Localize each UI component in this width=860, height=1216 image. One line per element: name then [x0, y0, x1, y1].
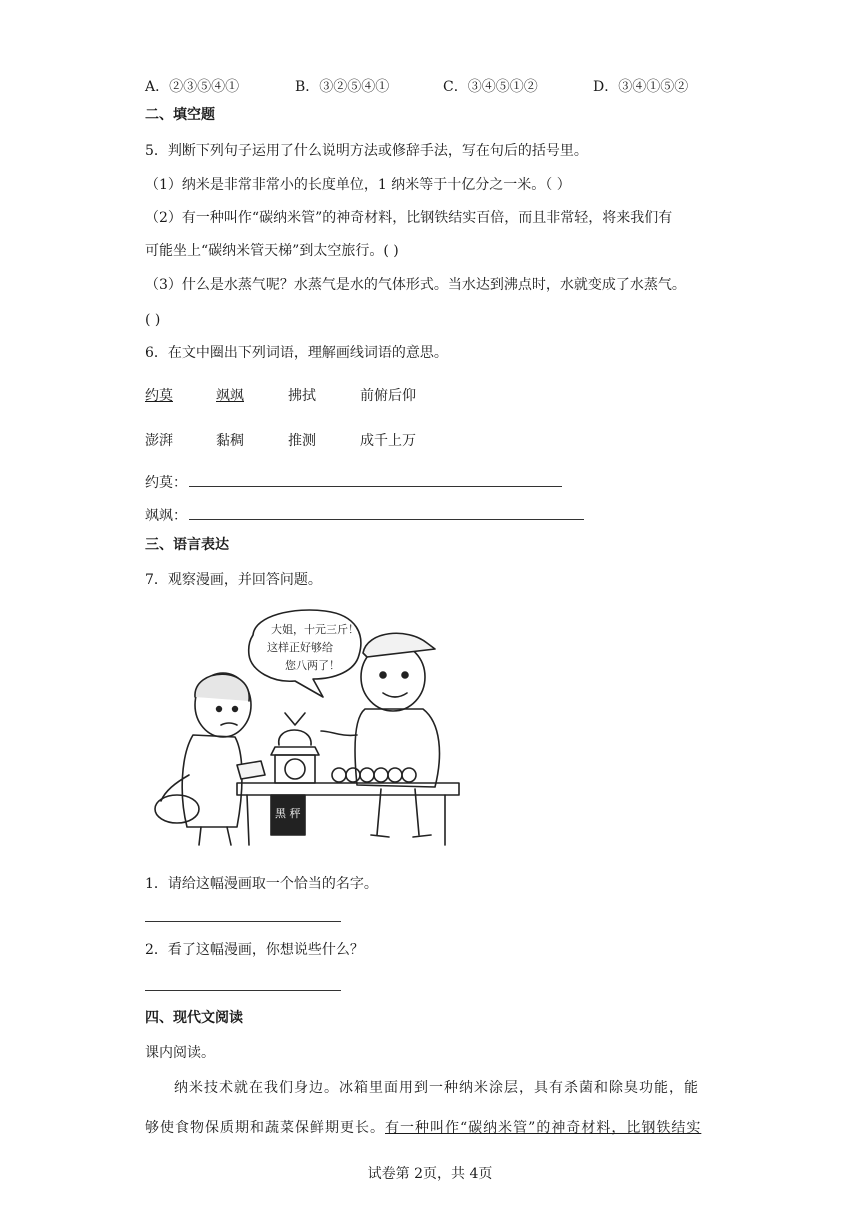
- question-7-stem: 7．观察漫画，并回答问题。: [145, 572, 322, 588]
- word-qianfuhouyang: 前俯后仰: [360, 388, 416, 404]
- choice-c: C．③④⑤①②: [443, 79, 538, 95]
- speech-line-1: 大姐，十元三斤！: [271, 623, 359, 636]
- comic-illustration: [145, 605, 465, 850]
- word-yuemo: 约莫: [145, 388, 173, 404]
- question-5-item-3-line-2: ( ): [145, 312, 161, 328]
- answer-label-sasa: 飒飒：: [145, 508, 187, 524]
- speech-line-3: 您八两了！: [285, 659, 340, 672]
- reading-paragraph-line-2: [145, 1121, 701, 1135]
- word-sasa: 飒飒: [216, 388, 244, 404]
- word-nianchou: 黏稠: [216, 433, 244, 449]
- speech-line-2: 这样正好够给: [267, 641, 333, 654]
- scale-sign: 黑 秤: [275, 807, 301, 820]
- reading-text-plain: 够使食物保质期和蔬菜保鲜期更长。: [145, 1120, 385, 1136]
- question-7-sub-2: 2．看了这幅漫画，你想说些什么？: [145, 942, 364, 958]
- word-chengqianshangwan: 成千上万: [360, 433, 416, 449]
- reading-paragraph-line-1: 纳米技术就在我们身边。冰箱里面用到一种纳米涂层，具有杀菌和除臭功能，能: [174, 1080, 699, 1096]
- page-footer: 试卷第 2页，共 4页: [367, 1166, 493, 1182]
- question-5-item-2-line-1: （2）有一种叫作“碳纳米管”的神奇材料，比钢铁结实百倍，而且非常轻，将来我们有: [145, 210, 673, 226]
- answer-line-sasa[interactable]: [189, 519, 584, 520]
- word-fushi: 拂拭: [288, 388, 316, 404]
- reading-text-underlined: 有一种叫作“碳纳米管”的神奇材料，比钢铁结实: [385, 1120, 702, 1136]
- answer-label-yuemo: 约莫：: [145, 475, 187, 491]
- section-heading-fill-blank: 二、填空题: [145, 107, 215, 123]
- question-5-item-2-line-2: 可能坐上“碳纳米管天梯”到太空旅行。( ): [145, 243, 399, 259]
- answer-line-comic-title[interactable]: [145, 921, 341, 922]
- answer-line-yuemo[interactable]: [189, 486, 562, 487]
- choice-b: B．③②⑤④①: [295, 79, 390, 95]
- word-pengpai: 澎湃: [145, 433, 173, 449]
- choice-a: A．②③⑤④①: [145, 79, 240, 95]
- question-6-stem: 6．在文中圈出下列词语，理解画线词语的意思。: [145, 345, 448, 361]
- question-7-sub-1: 1．请给这幅漫画取一个恰当的名字。: [145, 876, 378, 892]
- question-5-item-1: （1）纳米是非常非常小的长度单位，1 纳米等于十亿分之一米。（ ）: [145, 177, 571, 193]
- question-5-item-3-line-1: （3）什么是水蒸气呢？水蒸气是水的气体形式。当水达到沸点时，水就变成了水蒸气。: [145, 277, 686, 293]
- section-heading-expression: 三、语言表达: [145, 537, 229, 553]
- answer-line-comic-thoughts[interactable]: [145, 990, 341, 991]
- choice-d: D．③④①⑤②: [593, 79, 689, 95]
- reading-intro: 课内阅读。: [145, 1045, 215, 1061]
- word-tuice: 推测: [288, 433, 316, 449]
- section-heading-reading: 四、现代文阅读: [145, 1010, 243, 1026]
- question-5-stem: 5．判断下列句子运用了什么说明方法或修辞手法，写在句后的括号里。: [145, 143, 588, 159]
